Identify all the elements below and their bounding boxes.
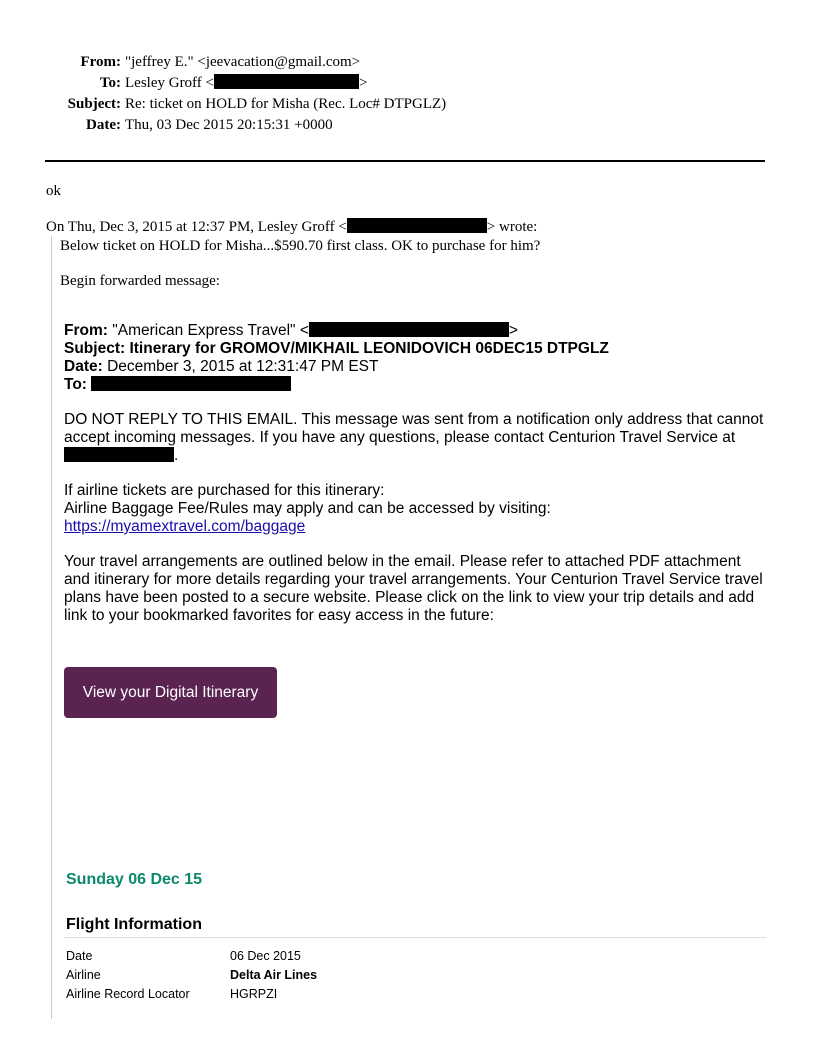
row-label: Date xyxy=(66,948,93,963)
quoted-line-1: Below ticket on HOLD for Misha...$590.70 first class. OK to purchase for him? xyxy=(60,238,541,254)
to-value xyxy=(125,73,367,94)
redaction-box xyxy=(214,74,359,89)
attribution-suffix: > wrote: xyxy=(486,219,538,235)
redaction-box xyxy=(309,322,509,337)
to-label: To: xyxy=(99,75,121,91)
day-heading: Sunday 06 Dec 15 xyxy=(66,871,203,888)
fwd-date-row xyxy=(64,358,764,376)
fwd-date-value: December 3, 2015 at 12:31:47 PM EST xyxy=(107,358,379,375)
row-label: Airline Record Locator xyxy=(66,986,190,1001)
flight-info-table xyxy=(66,946,317,1003)
row-label: Airline xyxy=(66,967,101,982)
reply-attribution xyxy=(46,218,537,237)
table-row xyxy=(66,965,317,984)
baggage-line-1: If airline tickets are purchased for this itinerary: xyxy=(64,482,385,499)
reply-text: ok xyxy=(46,183,61,199)
row-value: 06 Dec 2015 xyxy=(230,948,301,963)
fwd-subject-value: Itinerary for GROMOV/MIKHAIL LEONIDOVICH 06DEC15 DTPGLZ xyxy=(129,340,609,357)
from-label: From: xyxy=(80,54,121,70)
subject-value: Re: ticket on HOLD for Misha (Rec. Loc# DTPGLZ) xyxy=(125,96,447,112)
header-subject-row xyxy=(0,94,816,115)
notice-tail: . xyxy=(174,447,179,464)
redaction-box xyxy=(347,218,487,233)
date-value: Thu, 03 Dec 2015 20:15:31 +0000 xyxy=(125,117,333,133)
notice-paragraph xyxy=(64,411,764,465)
quoted-line-2: Begin forwarded message: xyxy=(60,273,220,289)
date-label: Date: xyxy=(86,117,121,133)
header-date-row xyxy=(0,115,816,136)
fwd-from-row xyxy=(64,322,764,340)
baggage-paragraph xyxy=(64,482,764,536)
arrangements-paragraph: Your travel arrangements are outlined below in the email. Please refer to attached PDF attachment and itinerary for more details regarding your travel arrangements. Your Centurion Travel Service travel plans have been posted to a secure website. Please click on the link to view your trip details and add link to your bookmarked favorites for easy access in the future: xyxy=(64,553,763,624)
table-row xyxy=(66,984,317,1003)
notice-text: DO NOT REPLY TO THIS EMAIL. This message was sent from a notification only address that cannot accept incoming messages. If you have any questions, please contact Centurion Travel Service at xyxy=(64,411,764,446)
fwd-from-label: From: xyxy=(64,322,108,339)
redaction-box xyxy=(64,447,174,462)
fwd-from-prefix: "American Express Travel" < xyxy=(112,322,309,339)
from-value: "jeffrey E." <jeevacation@gmail.com> xyxy=(125,54,361,70)
row-value: Delta Air Lines xyxy=(230,967,318,982)
header-divider xyxy=(45,160,765,162)
to-suffix: > xyxy=(359,75,368,91)
row-value: HGRPZI xyxy=(230,986,278,1001)
forwarded-message xyxy=(64,322,764,625)
fwd-from-suffix: > xyxy=(508,322,518,339)
attribution-prefix: On Thu, Dec 3, 2015 at 12:37 PM, Lesley Groff < xyxy=(46,219,347,235)
redaction-box xyxy=(91,376,291,391)
view-itinerary-button[interactable]: View your Digital Itinerary xyxy=(64,667,277,718)
email-header xyxy=(0,52,816,136)
to-prefix: Lesley Groff < xyxy=(125,75,214,91)
table-row xyxy=(66,946,317,965)
fwd-subject-row xyxy=(64,340,764,358)
fwd-subject-label: Subject: xyxy=(64,340,126,357)
baggage-link[interactable]: https://myamextravel.com/baggage xyxy=(64,518,306,535)
section-divider xyxy=(64,937,766,938)
flight-info-title: Flight Information xyxy=(66,916,202,933)
fwd-date-label: Date: xyxy=(64,358,103,375)
header-to-row xyxy=(0,73,816,94)
fwd-to-row xyxy=(64,376,764,394)
header-from-row xyxy=(0,52,816,73)
baggage-line-2: Airline Baggage Fee/Rules may apply and can be accessed by visiting: xyxy=(64,500,551,517)
fwd-to-label: To: xyxy=(64,376,87,393)
subject-label: Subject: xyxy=(67,96,121,112)
